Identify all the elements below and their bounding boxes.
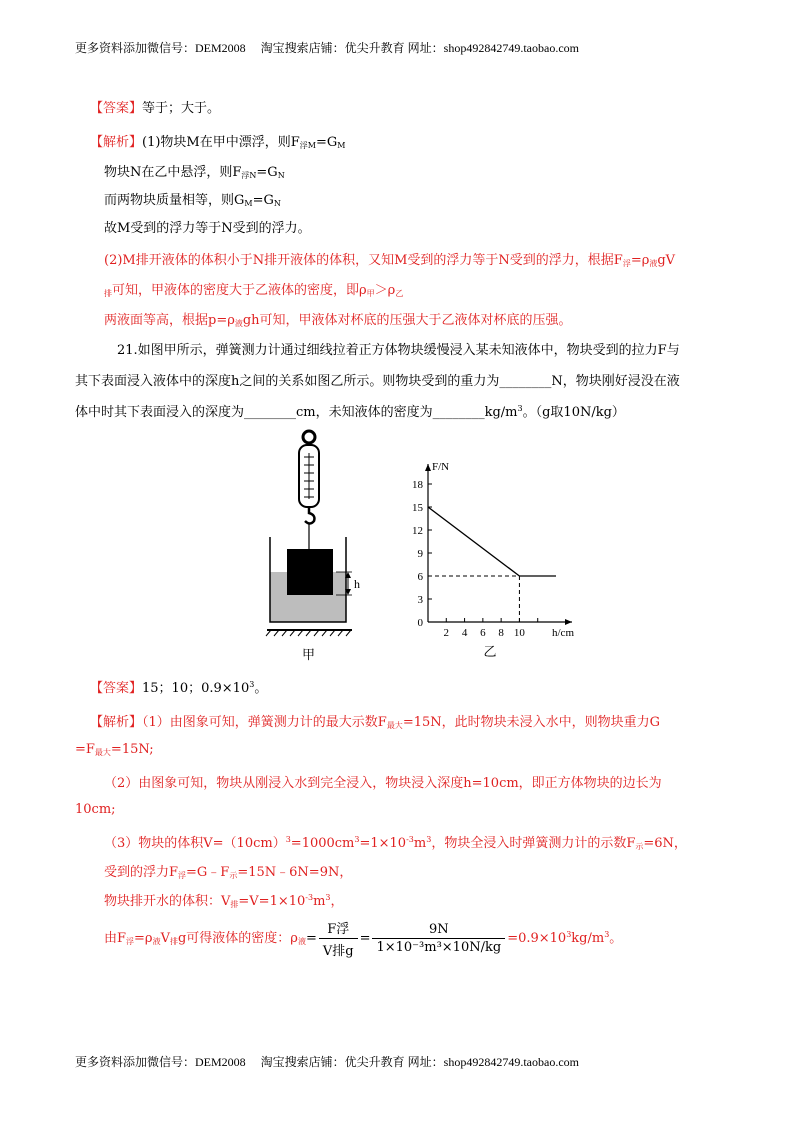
answer-text: 等于；大于。 [142, 101, 221, 116]
figure-apparatus [262, 425, 372, 665]
sub: 液 [234, 319, 243, 328]
analysis-tag: 【解析】 [90, 715, 143, 730]
text: ＞ρ [374, 283, 396, 298]
sup: 3 [566, 930, 572, 939]
analysis2-line-2 [75, 742, 154, 758]
y-tick-label: 18 [412, 479, 423, 491]
hook-icon [305, 507, 314, 524]
analysis2-line-8: 由$F_浮=\rho_液V_排g$可得液体的密度：$\rho_液=$ $\frac{\text{F浮}}{\text{V排g}}$ = $\frac{9N}{\text{1×10⁻³m³×10N/kg}}$ $=0.9\times 10^3kg/m^3$。 [104, 918, 622, 959]
text: 15；10；0.9×10 [142, 681, 250, 696]
text: （3）物块的体积V=（10cm） [104, 836, 286, 851]
sub: 示 [229, 871, 238, 880]
y-tick-label: 0 [417, 617, 423, 629]
text: 。 [254, 681, 268, 696]
text: 而两物块质量相等，则G [104, 193, 245, 208]
text: (1)物块M在甲中漂浮，则F [142, 135, 300, 150]
y-tick-label: 12 [412, 525, 423, 537]
sub: 示 [635, 842, 644, 851]
text: =ρ [134, 931, 153, 946]
sup: 3 [517, 404, 523, 413]
text: =0.9×10 [507, 931, 567, 946]
text: =G [256, 165, 278, 180]
text: 由F [104, 931, 127, 946]
answer-line [90, 97, 220, 116]
cube-block [287, 549, 333, 595]
text: gh可知，甲液体对杯底的压强大于乙液体对杯底的压强。 [242, 313, 572, 328]
text: =15N，此时物块未浸入水中，则物块重力G [402, 715, 661, 730]
text: 体中时其下表面浸入的深度为________cm，未知液体的密度为________kg/m [75, 405, 518, 420]
text: 物块排开水的体积：V [104, 894, 231, 909]
sub: M [244, 199, 253, 208]
text: 两液面等高，根据p=ρ [104, 313, 235, 328]
sub: 液 [152, 937, 161, 946]
frac-num: 9N [372, 922, 505, 939]
text: 。（g取10N/kg） [522, 405, 625, 420]
text: m [313, 894, 326, 909]
text: =G [315, 135, 338, 150]
ring-icon [303, 431, 315, 443]
sub: 液 [297, 937, 306, 946]
y-tick-label: 3 [417, 594, 423, 606]
sub: 浮 [622, 259, 631, 268]
text: =G﹣F [186, 865, 230, 880]
text: =15N; [110, 742, 154, 757]
analysis2-line-4: 10cm; [75, 802, 116, 817]
analysis-tag: 【解析】 [90, 135, 143, 150]
analysis2-line-7 [104, 890, 344, 910]
figure-label-yi: 乙 [483, 645, 497, 660]
sup: 3 [426, 835, 432, 844]
text: g可得液体的密度：ρ [177, 931, 298, 946]
fraction-density [319, 918, 358, 959]
text: =G [252, 193, 274, 208]
frac-den: V排g [322, 944, 354, 959]
text: V [160, 931, 170, 946]
x-axis-arrow [565, 619, 572, 625]
text: 可知，甲液体的密度大于乙液体的密度，即ρ [112, 283, 367, 298]
sub: 乙 [395, 289, 404, 298]
text: ， [330, 894, 344, 909]
sub: 排 [169, 937, 178, 946]
text: ，物块全浸入时弹簧测力计的示数F [431, 836, 636, 851]
analysis-line-1 [90, 131, 345, 151]
y-axis-label: F/N [432, 461, 450, 473]
text: m [413, 836, 427, 851]
sub: N [277, 171, 285, 180]
sup: 3 [285, 835, 291, 844]
text: =1×10 [359, 836, 407, 851]
frac-num: F浮 [319, 918, 358, 939]
analysis2-line-5 [104, 832, 687, 852]
sup: -3 [305, 893, 314, 902]
x-axis-label: h/cm [552, 627, 574, 639]
sub: M [337, 141, 346, 150]
analysis2-line-6 [104, 861, 352, 881]
analysis-line-4: 故M受到的浮力等于N受到的浮力。 [104, 221, 311, 236]
question-line-1: 21.如图甲所示，弹簧测力计通过细线拉着正方体物块缓慢浸入某未知液体中，物块受到的拉力F与 [117, 343, 680, 358]
sub: 浮 [126, 937, 135, 946]
page-footer: 更多资料添加微信号：DEM2008 淘宝搜索店铺：优尖升教育 网址：shop492842749.taobao.com [75, 1055, 579, 1069]
analysis-line-7 [104, 309, 572, 329]
question-line-2: 其下表面浸入液体中的深度h之间的关系如图乙所示。则物块受到的重力为________N，物块刚好浸没在液 [75, 374, 680, 389]
sub: 最大 [94, 748, 111, 757]
analysis2-line-3: （2）由图象可知，物块从刚浸入水到完全浸入，物块浸入深度h=10cm，即正方体物块的边长为 [104, 776, 662, 791]
text: =V=1×10 [238, 894, 306, 909]
sub: N [273, 199, 281, 208]
analysis-line-3 [104, 189, 281, 208]
analysis-line-2 [104, 161, 285, 181]
x-tick-label: 10 [513, 627, 525, 639]
sup: 3 [249, 680, 255, 689]
force-depth-chart [400, 448, 580, 668]
text: 物块N在乙中悬浮，则F [104, 165, 242, 180]
sub: 液 [649, 259, 658, 268]
text: =6N， [643, 836, 687, 851]
answer2-line [90, 677, 267, 696]
sup: 3 [325, 893, 331, 902]
text: (2)M排开液体的体积小于N排开液体的体积，又知M受到的浮力等于N受到的浮力，根据F [104, 253, 623, 268]
analysis2-line-1 [90, 711, 660, 731]
sub: 排 [104, 289, 112, 298]
sub: 浮M [299, 141, 316, 150]
text: =F [75, 742, 95, 757]
sub: 浮N [241, 171, 257, 180]
x-tick-label: 6 [480, 627, 486, 639]
sub: 甲 [366, 289, 375, 298]
text: =1000cm [290, 836, 355, 851]
x-tick-label: 8 [498, 627, 504, 639]
y-tick-label: 6 [417, 571, 423, 583]
question-line-3 [75, 401, 625, 420]
sub: 最大 [386, 721, 403, 730]
frac-den: 1×10⁻³m³×10N/kg [376, 940, 502, 955]
x-tick-label: 2 [443, 627, 450, 639]
text: kg/m [571, 931, 605, 946]
sub: 排 [230, 900, 239, 909]
y-tick-label: 9 [417, 548, 423, 560]
sup: 3 [354, 835, 360, 844]
text: gV [657, 253, 676, 268]
y-tick-label: 15 [412, 502, 423, 514]
figure-label-jia: 甲 [302, 648, 316, 663]
text: =15N﹣6N=9N， [237, 865, 353, 880]
series-line [428, 507, 556, 576]
sub: 浮 [178, 871, 187, 880]
analysis-line-6 [104, 279, 403, 299]
x-tick-label: 4 [461, 627, 468, 639]
text: 受到的浮力F [104, 865, 179, 880]
text: 。 [609, 931, 623, 946]
sup: 3 [604, 930, 610, 939]
answer-tag: 【答案】 [90, 681, 143, 696]
analysis-line-5 [104, 249, 675, 269]
text: （1）由图象可知，弹簧测力计的最大示数F [142, 715, 387, 730]
h-label: h [354, 577, 360, 591]
sup: -3 [406, 835, 414, 844]
y-axis-arrow [425, 464, 431, 471]
page-header: 更多资料添加微信号：DEM2008 淘宝搜索店铺：优尖升教育 网址：shop492842749.taobao.com [75, 41, 579, 55]
text: =ρ [630, 253, 650, 268]
fraction-values [372, 922, 505, 955]
answer-tag: 【答案】 [90, 101, 143, 116]
